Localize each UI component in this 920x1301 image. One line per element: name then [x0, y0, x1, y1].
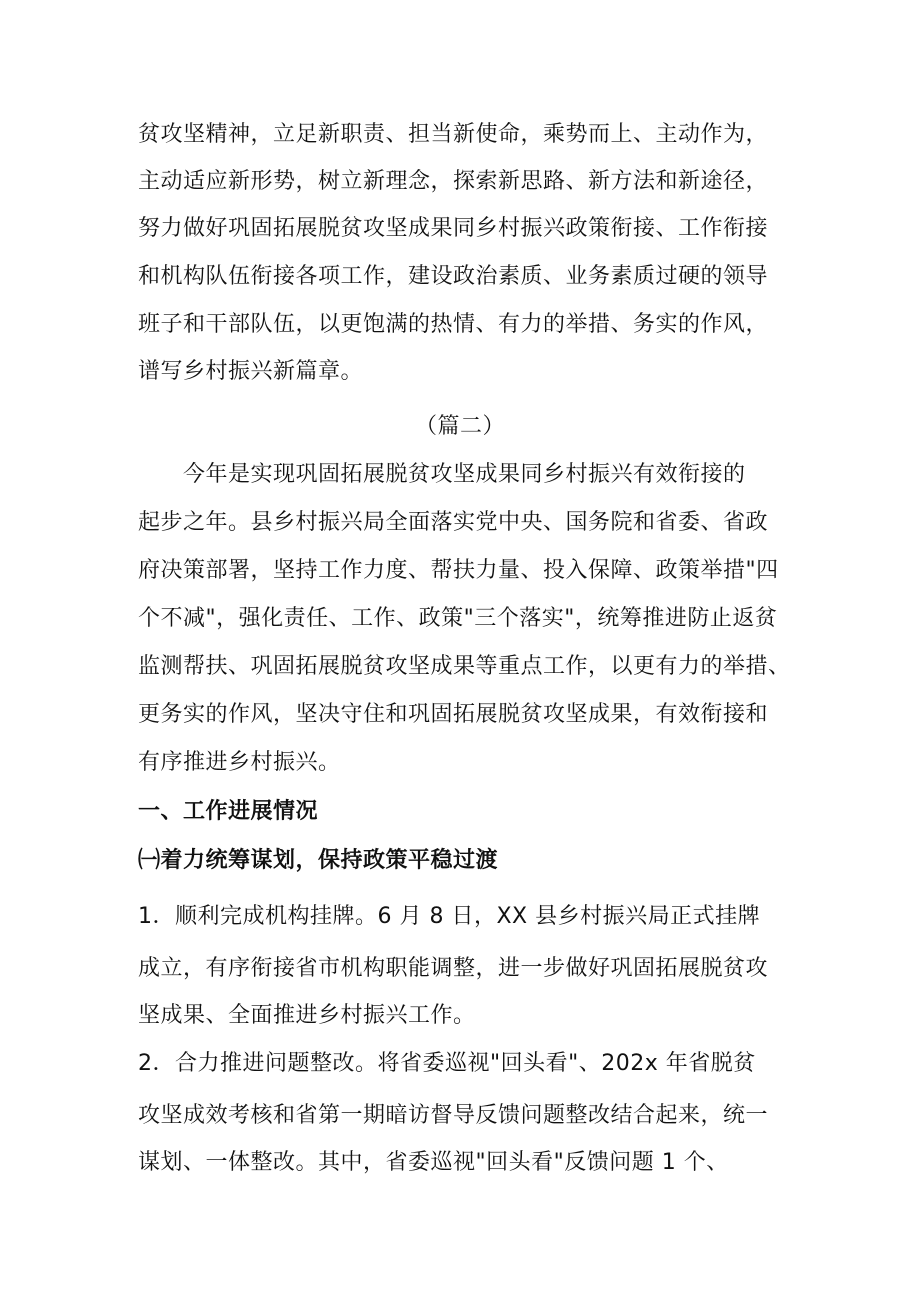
- list-item-line: 成立，有序衔接省市机构职能调整，进一步做好巩固拓展脱贫攻: [138, 956, 769, 981]
- paragraph-line: 班子和干部队伍，以更饱满的热情、有力的举措、务实的作风，: [138, 312, 769, 337]
- paragraph-line: 更务实的作风，坚决守住和巩固拓展脱贫攻坚成果，有效衔接和: [138, 702, 769, 727]
- paragraph-line: 贫攻坚精神，立足新职责、担当新使命，乘势而上、主动作为，: [138, 122, 769, 147]
- paragraph-line: 监测帮扶、巩固拓展脱贫攻坚成果等重点工作，以更有力的举措、: [138, 654, 791, 679]
- list-item-line: 攻坚成效考核和省第一期暗访督导反馈问题整改结合起来，统一: [138, 1103, 769, 1128]
- list-item-line: 谋划、一体整改。其中，省委巡视"回头看"反馈问题 1 个、: [138, 1150, 729, 1175]
- paragraph-line: 府决策部署，坚持工作力度、帮扶力量、投入保障、政策举措"四: [138, 558, 779, 583]
- paragraph-line: 个不减"，强化责任、工作、政策"三个落实"，统筹推进防止返贫: [138, 606, 778, 631]
- part-title: （篇二）: [414, 414, 505, 439]
- paragraph-line: 主动适应新形势，树立新理念，探索新思路、新方法和新途径，: [138, 169, 769, 194]
- paragraph-line: 谱写乡村振兴新篇章。: [138, 359, 364, 384]
- paragraph-line: 和机构队伍衔接各项工作，建设政治素质、业务素质过硬的领导: [138, 264, 769, 289]
- section-heading: 一、工作进展情况: [138, 799, 319, 824]
- paragraph-line: 努力做好巩固拓展脱贫攻坚成果同乡村振兴政策衔接、工作衔接: [138, 216, 769, 241]
- subsection-heading: ㈠着力统筹谋划，保持政策平稳过渡: [138, 848, 499, 873]
- list-item-line: 坚成果、全面推进乡村振兴工作。: [138, 1003, 476, 1028]
- list-item-line: 2．合力推进问题整改。将省委巡视"回头看"、202x 年省脱贫: [138, 1051, 756, 1076]
- list-item-line: 1．顺利完成机构挂牌。6 月 8 日，XX 县乡村振兴局正式挂牌: [138, 904, 761, 929]
- paragraph-line: 有序推进乡村振兴。: [138, 750, 341, 775]
- paragraph-line: 今年是实现巩固拓展脱贫攻坚成果同乡村振兴有效衔接的: [183, 462, 746, 487]
- paragraph-line: 起步之年。县乡村振兴局全面落实党中央、国务院和省委、省政: [138, 510, 769, 535]
